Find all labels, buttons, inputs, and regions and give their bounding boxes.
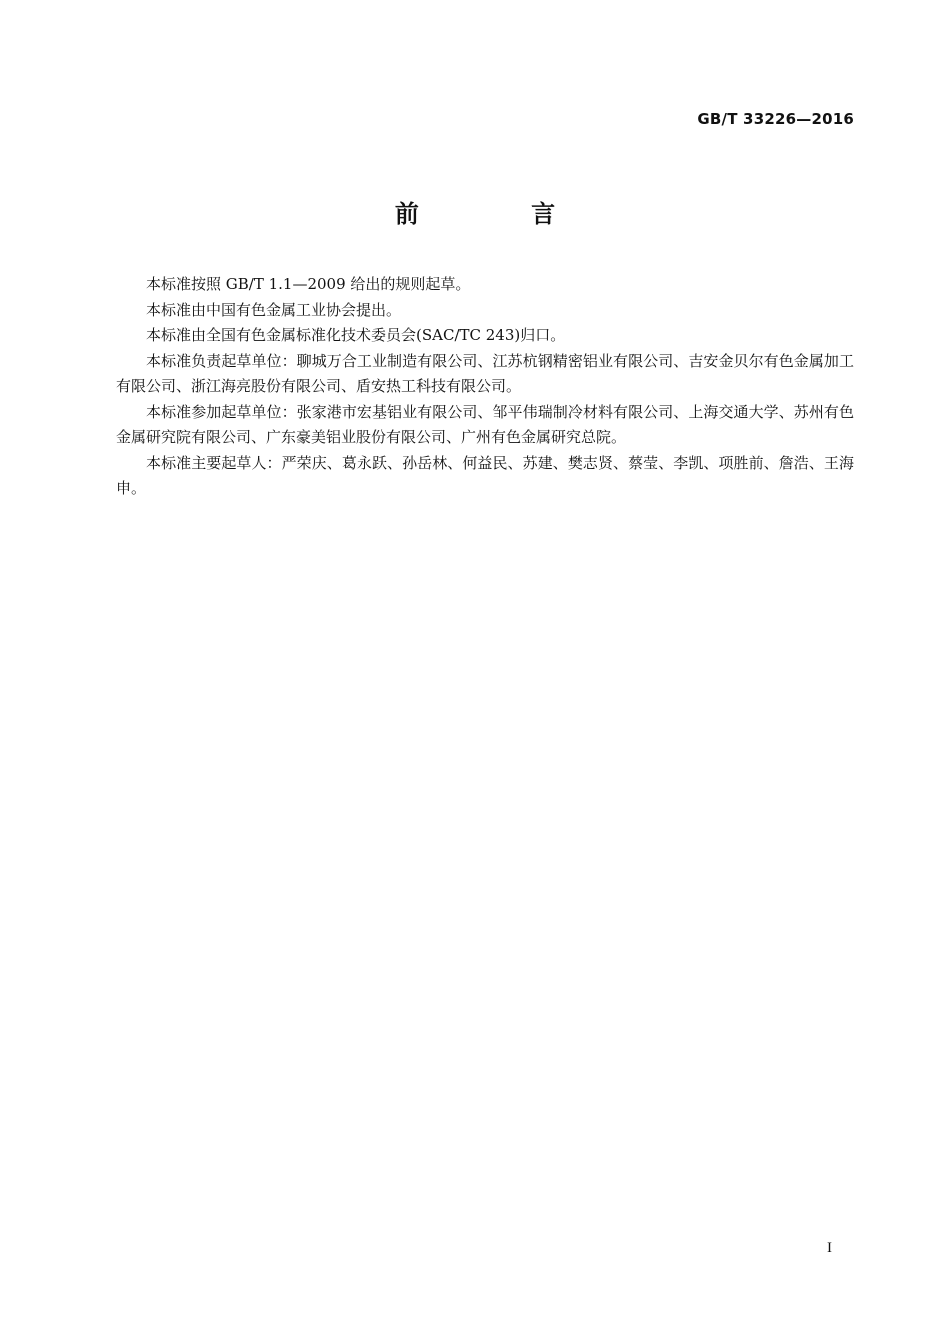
paragraph-technical-committee: 本标准由全国有色金属标准化技术委员会(SAC/TC 243)归口。 <box>146 326 566 344</box>
paragraph-participating-drafters: 本标准参加起草单位：张家港市宏基铝业有限公司、邹平伟瑞制冷材料有限公司、上海交通大学、苏州有色金属研究院有限公司、广东豪美铝业股份有限公司、广州有色金属研究总院。 <box>116 402 854 446</box>
paragraph-drafting-rules: 本标准按照 GB/T 1.1—2009 给出的规则起草。 <box>146 275 471 293</box>
paragraph-responsible-drafters: 本标准负责起草单位：聊城万合工业制造有限公司、江苏杭钢精密铝业有限公司、吉安金贝尔有色金属加工有限公司、浙江海亮股份有限公司、盾安热工科技有限公司。 <box>116 351 854 395</box>
paragraph-proposer: 本标准由中国有色金属工业协会提出。 <box>146 300 402 319</box>
page-title: 前 言 <box>394 200 608 228</box>
paragraph-main-drafters: 本标准主要起草人：严荣庆、葛永跃、孙岳林、何益民、苏建、樊志贤、蔡莹、李凯、项胜前、詹浩、王海申。 <box>116 453 854 497</box>
foreword-body <box>116 272 854 502</box>
standard-code: GB/T 33226—2016 <box>697 110 854 128</box>
page-number: I <box>827 1240 832 1256</box>
